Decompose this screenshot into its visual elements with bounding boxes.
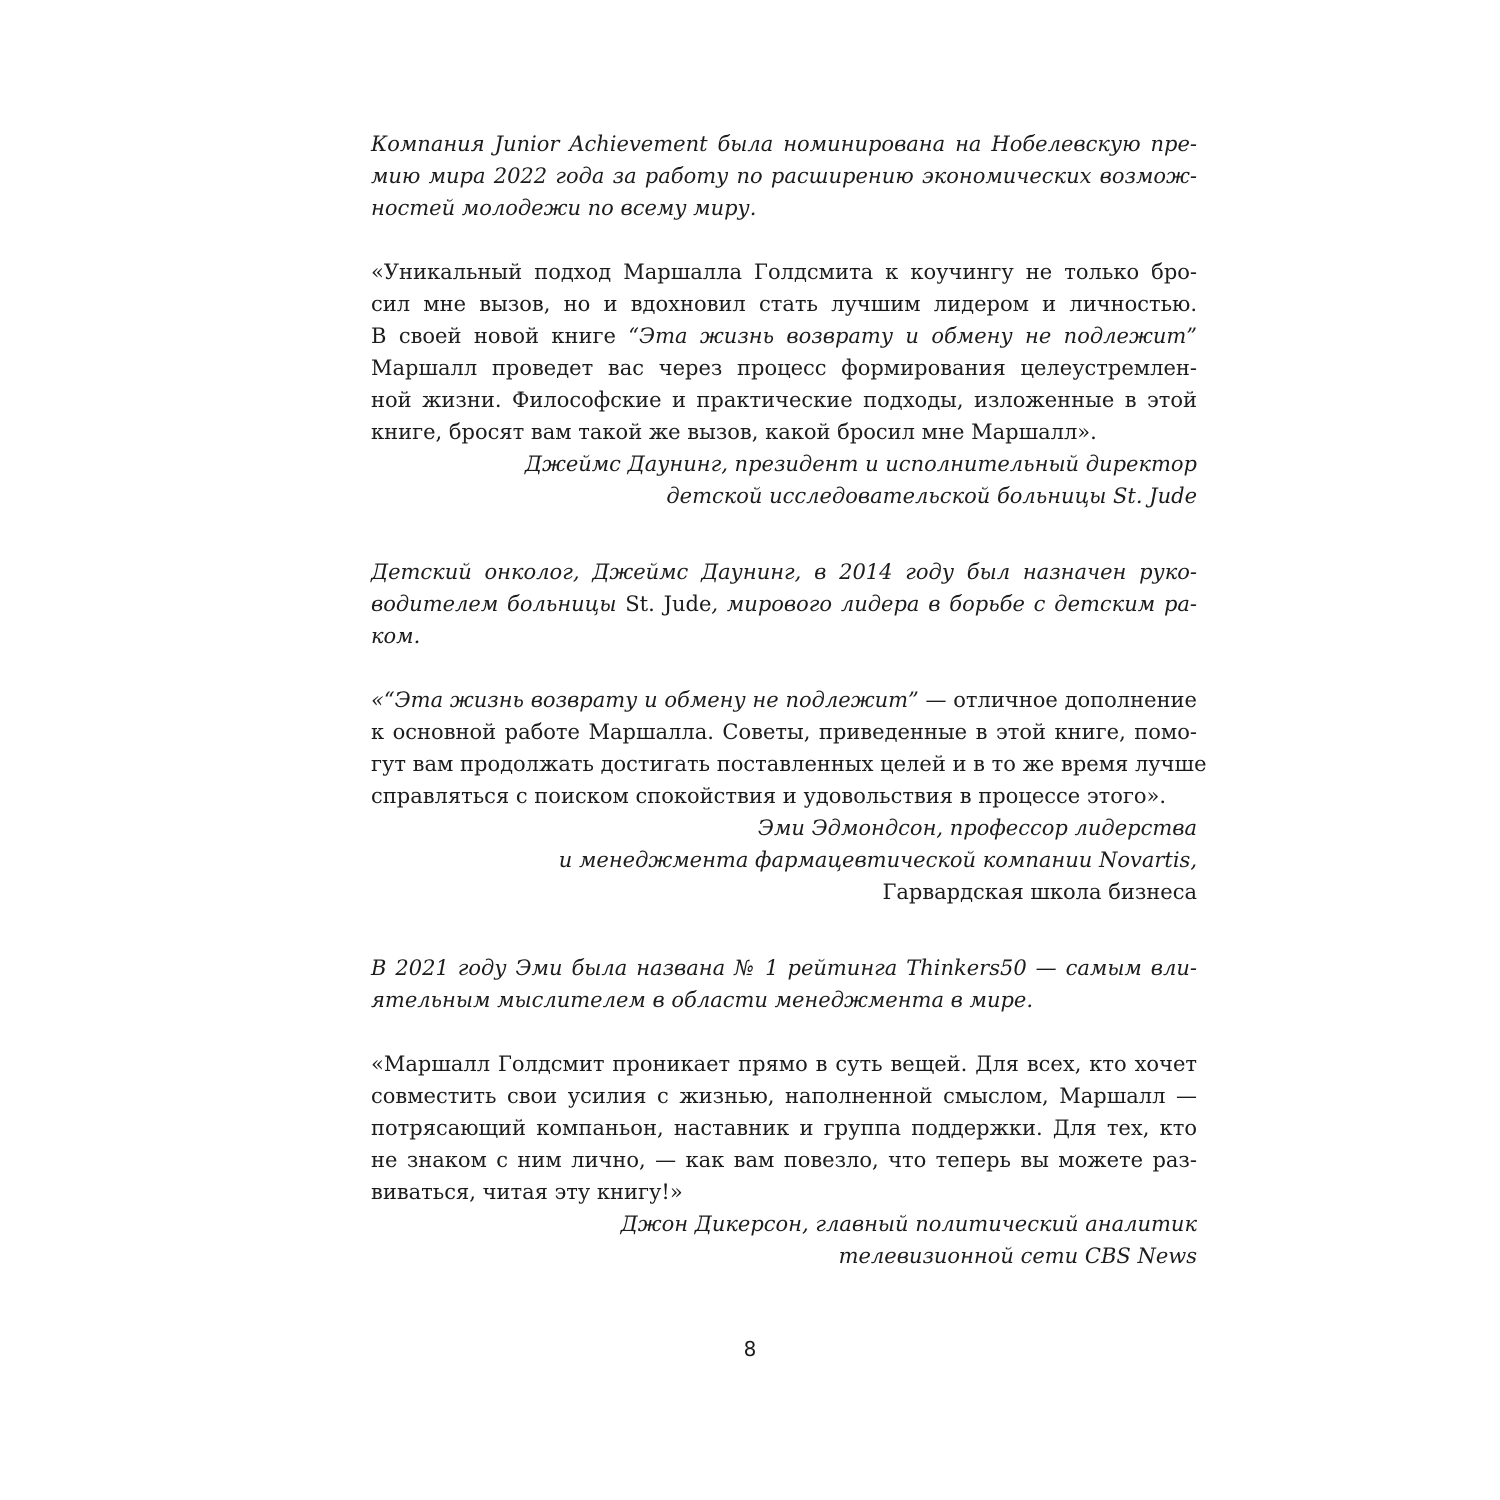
page-number: 8 [743, 1337, 757, 1361]
text-line: «Маршалл Голдсмит проникает прямо в суть вещей. Для всех, кто хочет [371, 1052, 1197, 1076]
text-span: В своей новой книге [371, 324, 629, 348]
attribution-line: детской исследовательской больницы St. Jude [666, 484, 1197, 508]
text-span: — отличное дополнение [918, 688, 1197, 712]
text-line: гут вам продолжать достигать поставленных целей и в то же время лучше [371, 752, 1207, 776]
testimonial-james-downing [371, 256, 1197, 512]
text-line: Компания Junior Achievement была номинирована на Нобелевскую пре- [371, 132, 1197, 156]
text-line: ной жизни. Философские и практические подходы, изложенные в этой [371, 388, 1197, 412]
text-line: книге, бросят вам такой же вызов, какой бросил мне Маршалл». [371, 420, 1097, 444]
spacer [371, 1016, 1197, 1048]
text-line: «Уникальный подход Маршалла Голдсмита к коучингу не только бро- [371, 260, 1197, 284]
book-title: “Эта жизнь возврату и обмену не подлежит” [628, 324, 1197, 348]
bio-amy-edmondson [371, 952, 1197, 1016]
bio-junior-achievement [371, 128, 1197, 224]
text-line: виваться, читая эту книгу!» [371, 1180, 683, 1204]
text-line: не знаком с ним лично, — как вам повезло, что теперь вы можете раз- [371, 1148, 1197, 1172]
attribution [371, 448, 1197, 512]
bio-james-downing [371, 556, 1197, 652]
text-span: , мирового лидера в борьбе с детским ра- [711, 592, 1198, 616]
text-line [371, 684, 1197, 716]
attribution-line: телевизионной сети CBS News [838, 1244, 1197, 1268]
attribution [371, 1208, 1197, 1272]
text-line: ком. [371, 624, 421, 648]
text-line: сил мне вызов, но и вдохновил стать лучшим лидером и личностью. [371, 292, 1197, 316]
text-line: ятельным мыслителем в области менеджмента в мире. [371, 988, 1034, 1012]
text-line: Детский онколог, Джеймс Даунинг, в 2014 году был назначен руко- [371, 560, 1197, 584]
attribution [371, 812, 1197, 908]
testimonial-john-dickerson [371, 1048, 1197, 1272]
spacer [371, 652, 1197, 684]
attribution-line: Джон Дикерсон, главный политический аналитик [620, 1212, 1197, 1236]
text-line: ностей молодежи по всему миру. [371, 196, 757, 220]
text-line: Маршалл проведет вас через процесс формирования целеустремлен- [371, 356, 1197, 380]
text-line: совместить свои усилия с жизнью, наполненной смыслом, Маршалл — [371, 1084, 1197, 1108]
book-page [371, 128, 1207, 1272]
attribution-line: Джеймс Даунинг, президент и исполнительный директор [524, 452, 1197, 476]
spacer [371, 512, 1197, 556]
text-line [371, 320, 1197, 352]
text-line: справляться с поиском спокойствия и удовольствия в процессе этого». [371, 784, 1167, 808]
text-line: к основной работе Маршалла. Советы, приведенные в этой книге, помо- [371, 720, 1197, 744]
testimonial-amy-edmondson [371, 684, 1207, 908]
attribution-line: Эми Эдмондсон, профессор лидерства [757, 816, 1197, 840]
spacer [371, 908, 1197, 952]
book-title: «“Эта жизнь возврату и обмену не подлежит” [371, 688, 919, 712]
text-line: В 2021 году Эми была названа № 1 рейтинга Thinkers50 — самым вли- [371, 956, 1197, 980]
text-span: St. Jude [625, 592, 712, 616]
text-span: водителем больницы [371, 592, 626, 616]
attribution-line: и менеджмента фармацевтической компании Novartis, [558, 848, 1197, 872]
spacer [371, 224, 1197, 256]
attribution-line: Гарвардская школа бизнеса [882, 880, 1197, 904]
text-line: мию мира 2022 года за работу по расширению экономических возмож- [371, 164, 1197, 188]
text-line: потрясающий компаньон, наставник и группа поддержки. Для тех, кто [371, 1116, 1197, 1140]
text-line [371, 588, 1197, 620]
